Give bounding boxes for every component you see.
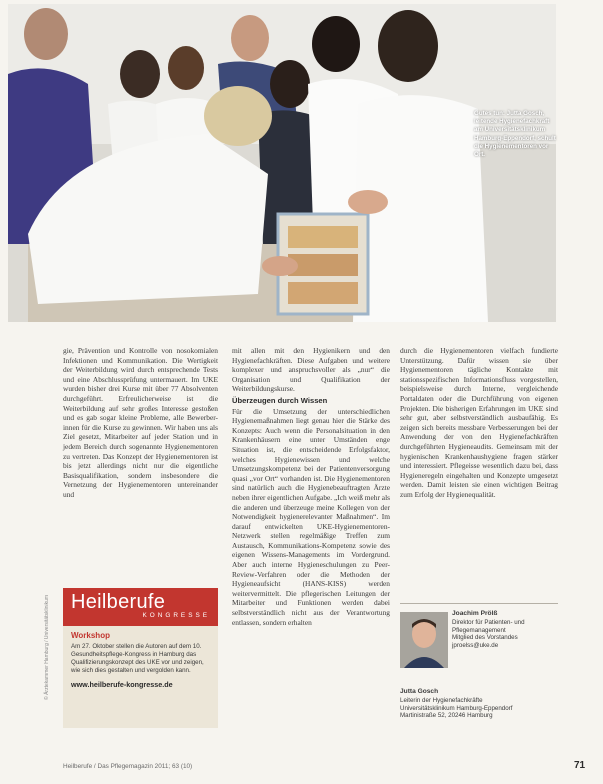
photo-credit: © Ärztekammer Hamburg / Universitätsklinikum: [44, 594, 50, 700]
column-2-paragraph-2: Für die Umsetzung der unterschiedlichen Hygienemaßnahmen liegt genau hier die Stärke des Konzepts: Auch wenn die Personalsituation in den Krankenhäusern eine unter Umständen enge Situation ist, die entscheidende Erfolgsfaktor, welches Hygienewissen und welche Umsetzungskompetenz bei der Patientenversorgung quasi „vor Ort“ vorhanden ist. Die Hygienementoren sind natürlich auch die Hygienebeauftragten Ärzte neben ihrer eigentlichen Aufgabe. „Ich weiß mehr als die anderen und überzeuge meine Kollegen von der Notwendigkeit hygienerelevanter Maßnahmen“. Im darauf entwickelten UKE-Hygienementoren-Netzwerk stellen regelmäßige Treffen zum Austausch, Kommunikations-Kompetenz sowie des eigenen Wissens-Managements im Vordergrund. Aber auch interne Hygieneschulungen zu Peer-Review-Verfahren oder die Methoden der Hygieneaufsicht (HANS-KISS) werden weitervermittelt. Die pflegerischen Leitungen der Mitarbeiter und Funktionen werden dabei selbstverständlich nicht aus der Verantwortung entlassen, sondern erhalten: [232, 406, 391, 627]
author-2-name: Jutta Gosch: [400, 688, 439, 695]
column-3-paragraph: durch die Hygienementoren vielfach fundierte Unterstützung. Dafür wissen sie über Hygienementoren tägliche Kontakte mit stationsspezifischen Informationsfluss vorgestellen, beispielsweise durch Interne, vergleichende Portaldaten oder die Durchführung von eigenen Projekten. Die bisherigen Erfahrungen im UKE sind sehr gut, aber selbstverständlich ausbaufähig. Es zeigen sich bereits messbare Verbesserungen bei der Anwendung der von den Hygienefachkräften durchgeführten Hygieneaudits. Gemeinsam mit der hygienischen Krankenhaushygiene fragen stärker und interessiert. Pflegeisse wesentlich dazu bei, dass Hygieneregeln eingehalten und Konzepte umgesetzt werden. Damit leisten sie einen wichtigen Beitrag zum Erfolg der Hygienequalität.: [400, 346, 558, 499]
column-1-paragraph: gie, Prävention und Kontrolle von nosokomialen Infektionen und Kommunikation. Die Wertigkeit der Weiterbildung wird durch entsprechende Tests und eine Abschlussprüfung untermauert. Im UKE wurden bisher drei Kurse mit über 77 Absolventen durchgeführt. Erfreulicherweise ist die Weiterbildung auf sehr großes Interesse gestoßen und es gab sogar kleine Probleme, alle Bewerber-innen für die Kurse zu gewinnen. Wir haben uns als Ziel gesetzt, Mitarbeiter auf jeder Station und in jedem Bereich durch sogenannte Hygienementoren zu vertreten. Das Konzept der Hygienementoren ist bis jetzt allerdings nicht nur die eigentliche Basisqualifikation, sondern insbesondere die Vernetzung der Hygienementoren untereinander und: [63, 346, 218, 499]
author-block-1: [452, 610, 562, 650]
author-2-institution: Universitätsklinikum Hamburg-Eppendorf: [400, 704, 513, 712]
header-photo: [8, 4, 556, 322]
author-2-role: Leiterin der Hygienefachkräfte: [400, 696, 483, 704]
ad-link[interactable]: www.heilberufe-kongresse.de: [71, 680, 173, 689]
author-2-address: Martinistraße 52, 20246 Hamburg: [400, 712, 493, 720]
text-column-3: [400, 346, 558, 500]
author-block-2: [400, 688, 560, 720]
column-2-paragraph-1: mit allen mit den Hygienikern und den Hygienefachkräften. Diese Aufgaben und weitere komplexer und anspruchsvoller als „nur“ die Organisation und Qualifikation der Weiterbildungskurse.: [232, 346, 390, 394]
avatar-icon: [400, 612, 448, 668]
author-1-board: Mitglied des Vorstandes: [452, 634, 518, 642]
photo-illustration: [8, 4, 556, 322]
section-heading: Überzeugen durch Wissen: [232, 395, 328, 405]
ad-text: Am 27. Oktober stellen die Autoren auf dem 10. Gesundheitspflege-Kongress in Hamburg das Qualifizierungskonzept des UKE vor und zeigen, wie sich dies gestalten und vergolden kann.: [71, 643, 204, 674]
text-column-2: [232, 346, 390, 627]
page-number: 71: [574, 760, 586, 771]
author-1-name: Joachim Prölß: [452, 610, 498, 617]
photo-caption: Gutes tun: Jutta Gosch, leitende Hygienefachkraft am Universitätsklinikum Hamburg-Eppendorf, schult die Hygienementoren vor Ort.: [474, 110, 556, 159]
author-photo: [400, 612, 448, 668]
page-footer: Heilberufe / Das Pflegemagazin 2011; 63 (10): [63, 763, 193, 770]
ad-brand-subtitle: KONGRESSE: [142, 612, 210, 619]
author-divider: [400, 603, 558, 604]
text-column-1: [63, 346, 218, 500]
ad-title: Workshop: [71, 631, 110, 640]
kongress-ad-box: [63, 588, 218, 728]
ad-brand-logo: Heilberufe: [71, 591, 166, 613]
author-1-email[interactable]: jproelss@uke.de: [452, 642, 499, 650]
ad-body: [63, 626, 218, 695]
author-1-role: Direktor für Patienten- und Pflegemanagement: [452, 618, 525, 634]
ad-header: [63, 588, 218, 626]
